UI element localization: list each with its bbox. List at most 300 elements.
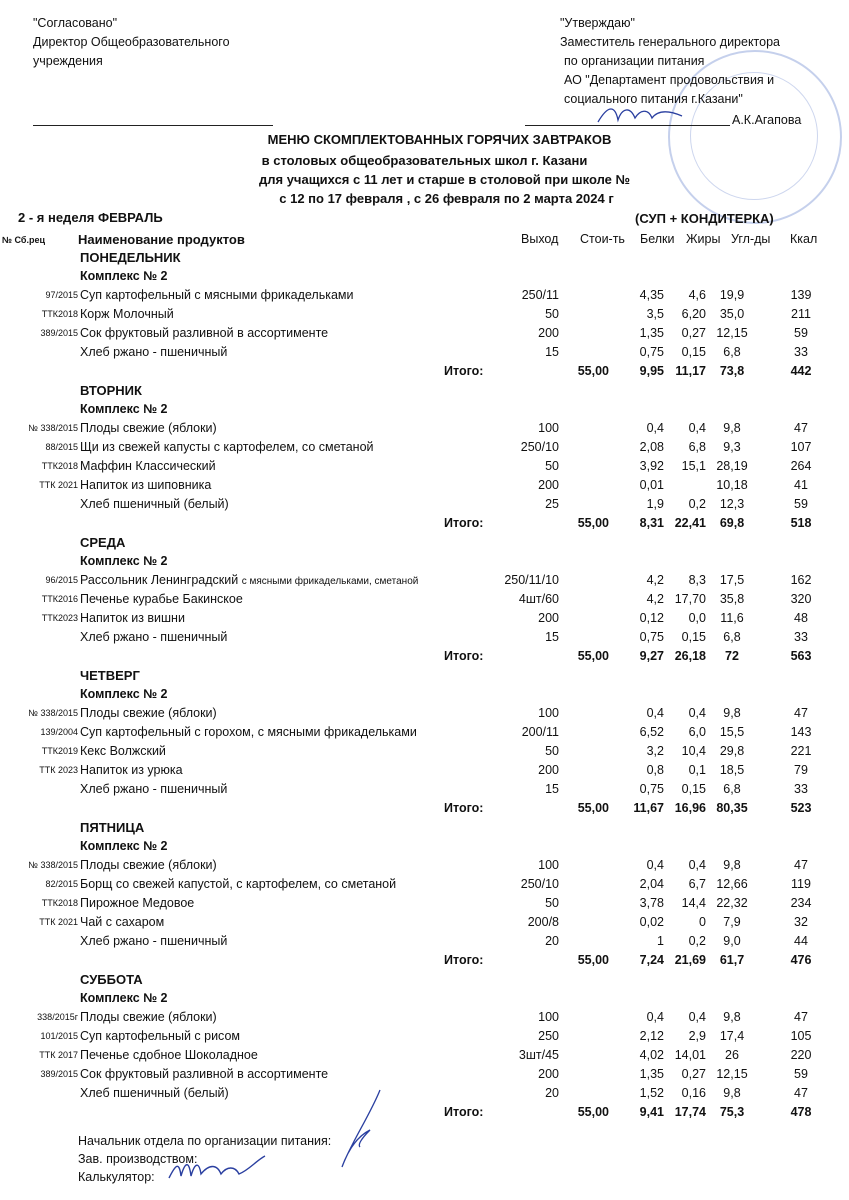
approved-label: "Утверждаю" bbox=[560, 16, 635, 30]
combo-label: (СУП + КОНДИТЕРКА) bbox=[635, 211, 774, 226]
dish-carbs: 9,8 bbox=[723, 706, 741, 720]
dish-name: Напиток из шиповника bbox=[80, 478, 212, 492]
dish-name: Напиток из урюка bbox=[80, 763, 183, 777]
dish-kcal: 320 bbox=[790, 592, 812, 606]
total-cost: 55,00 bbox=[577, 1105, 609, 1119]
dish-protein: 0,8 bbox=[646, 763, 664, 777]
total-carbs: 61,7 bbox=[719, 953, 745, 967]
dish-kcal: 33 bbox=[794, 630, 808, 644]
menu-item-row bbox=[0, 1027, 849, 1046]
day-title: ВТОРНИК bbox=[80, 383, 142, 398]
dish-fat: 14,01 bbox=[674, 1048, 706, 1062]
dish-protein: 3,78 bbox=[639, 896, 664, 910]
dish-fat: 8,3 bbox=[688, 573, 706, 587]
dish-kcal: 47 bbox=[794, 1010, 808, 1024]
dish-fat: 6,20 bbox=[681, 307, 706, 321]
column-header-carbs: Угл-ды bbox=[731, 232, 771, 246]
dish-protein: 2,12 bbox=[639, 1029, 664, 1043]
dish-fat: 0,15 bbox=[681, 782, 706, 796]
dish-name: Суп картофельный с горохом, с мясными фрикадельками bbox=[80, 725, 417, 739]
signature-calculator-icon bbox=[165, 1152, 275, 1182]
dish-fat: 0,4 bbox=[688, 706, 706, 720]
dish-protein: 4,2 bbox=[646, 592, 664, 606]
day-title: СУББОТА bbox=[80, 972, 143, 987]
day-title: ПЯТНИЦА bbox=[80, 820, 145, 835]
recipe-code: ТТК2018 bbox=[41, 461, 78, 471]
dish-kcal: 220 bbox=[790, 1048, 812, 1062]
complex-title: Комплекс № 2 bbox=[80, 991, 168, 1005]
dish-fat: 10,4 bbox=[681, 744, 706, 758]
total-cost: 55,00 bbox=[577, 953, 609, 967]
menu-item-row bbox=[0, 476, 849, 495]
dish-carbs: 6,8 bbox=[723, 782, 741, 796]
total-fat: 21,69 bbox=[674, 953, 706, 967]
menu-item-row bbox=[0, 324, 849, 343]
total-protein: 7,24 bbox=[639, 953, 664, 967]
menu-item-row bbox=[0, 438, 849, 457]
total-kcal: 478 bbox=[790, 1105, 812, 1119]
menu-item-row bbox=[0, 913, 849, 932]
dish-output: 15 bbox=[545, 782, 559, 796]
total-fat: 26,18 bbox=[674, 649, 706, 663]
dish-carbs: 35,0 bbox=[719, 307, 745, 321]
dish-output: 50 bbox=[545, 307, 559, 321]
menu-item-row bbox=[0, 761, 849, 780]
signature-approver-icon bbox=[590, 100, 690, 130]
menu-item-row bbox=[0, 932, 849, 951]
day-total-row bbox=[0, 1103, 849, 1122]
dish-carbs: 12,15 bbox=[716, 1067, 748, 1081]
dish-protein: 3,5 bbox=[646, 307, 664, 321]
column-header-cost: Стои-ть bbox=[580, 232, 625, 246]
dish-protein: 1,9 bbox=[646, 497, 664, 511]
complex-title: Комплекс № 2 bbox=[80, 839, 168, 853]
dish-protein: 1,35 bbox=[639, 326, 664, 340]
menu-item-row bbox=[0, 590, 849, 609]
total-protein: 9,95 bbox=[639, 364, 664, 378]
dish-fat: 4,6 bbox=[688, 288, 706, 302]
dish-output: 100 bbox=[538, 858, 559, 872]
menu-item-row bbox=[0, 343, 849, 362]
recipe-code: ТТК 2017 bbox=[39, 1050, 78, 1060]
dish-protein: 0,12 bbox=[639, 611, 664, 625]
complex-title: Комплекс № 2 bbox=[80, 402, 168, 416]
dish-carbs: 35,8 bbox=[719, 592, 745, 606]
dish-name: Борщ со свежей капустой, с картофелем, со сметаной bbox=[80, 877, 397, 891]
dish-name: Хлеб ржано - пшеничный bbox=[80, 345, 228, 359]
recipe-code: № 338/2015 bbox=[28, 423, 78, 433]
menu-item-row bbox=[0, 286, 849, 305]
dish-fat: 0,4 bbox=[688, 421, 706, 435]
menu-item-row bbox=[0, 875, 849, 894]
dish-carbs: 9,8 bbox=[723, 421, 741, 435]
total-carbs: 75,3 bbox=[719, 1105, 745, 1119]
total-label: Итого: bbox=[444, 364, 484, 378]
dish-name: Хлеб пшеничный (белый) bbox=[80, 497, 229, 511]
dish-fat: 6,8 bbox=[688, 440, 706, 454]
dish-kcal: 79 bbox=[794, 763, 808, 777]
complex-title: Комплекс № 2 bbox=[80, 687, 168, 701]
dish-protein: 0,75 bbox=[639, 782, 664, 796]
dish-carbs: 10,18 bbox=[716, 478, 748, 492]
total-fat: 16,96 bbox=[674, 801, 706, 815]
menu-item-row bbox=[0, 1008, 849, 1027]
dish-kcal: 44 bbox=[794, 934, 808, 948]
dish-fat: 6,7 bbox=[688, 877, 706, 891]
dish-name: Суп картофельный с рисом bbox=[80, 1029, 240, 1043]
dish-carbs: 22,32 bbox=[716, 896, 748, 910]
dish-kcal: 105 bbox=[790, 1029, 812, 1043]
dish-output: 200/11 bbox=[521, 725, 559, 739]
column-header-kcal: Ккал bbox=[790, 232, 818, 246]
dish-carbs: 18,5 bbox=[719, 763, 745, 777]
total-carbs: 69,8 bbox=[719, 516, 745, 530]
dish-protein: 1 bbox=[657, 934, 664, 948]
approved-position-line4: социального питания г.Казани" bbox=[564, 92, 743, 106]
total-cost: 55,00 bbox=[577, 364, 609, 378]
menu-item-row bbox=[0, 1065, 849, 1084]
dish-output: 100 bbox=[538, 1010, 559, 1024]
dish-output: 250/10 bbox=[520, 877, 559, 891]
dish-name: Сок фруктовый разливной в ассортименте bbox=[80, 326, 329, 340]
day-title: СРЕДА bbox=[80, 535, 126, 550]
dish-protein: 3,2 bbox=[646, 744, 664, 758]
dish-name bbox=[80, 571, 418, 591]
total-protein: 8,31 bbox=[639, 516, 664, 530]
recipe-code: № 338/2015 bbox=[28, 860, 78, 870]
signature-line-agreed bbox=[33, 125, 273, 126]
dish-name: Хлеб ржано - пшеничный bbox=[80, 782, 228, 796]
dish-fat: 6,0 bbox=[688, 725, 706, 739]
dish-carbs: 9,8 bbox=[723, 858, 741, 872]
dish-name: Хлеб ржано - пшеничный bbox=[80, 630, 228, 644]
dish-name: Печенье сдобное Шоколадное bbox=[80, 1048, 258, 1062]
dish-carbs: 9,8 bbox=[723, 1010, 741, 1024]
complex-title: Комплекс № 2 bbox=[80, 554, 168, 568]
dish-protein: 4,35 bbox=[639, 288, 664, 302]
dish-kcal: 139 bbox=[790, 288, 812, 302]
dish-carbs: 26 bbox=[725, 1048, 739, 1062]
dish-name: Чай с сахаром bbox=[80, 915, 165, 929]
dish-name: Сок фруктовый разливной в ассортименте bbox=[80, 1067, 329, 1081]
total-kcal: 518 bbox=[790, 516, 812, 530]
menu-item-row bbox=[0, 495, 849, 514]
dish-protein: 1,35 bbox=[639, 1067, 664, 1081]
recipe-code: 101/2015 bbox=[40, 1031, 78, 1041]
week-label: 2 - я неделя ФЕВРАЛЬ bbox=[18, 210, 163, 225]
dish-output: 20 bbox=[545, 1086, 559, 1100]
dish-fat: 14,4 bbox=[681, 896, 706, 910]
dish-kcal: 47 bbox=[794, 858, 808, 872]
total-protein: 9,41 bbox=[639, 1105, 664, 1119]
dish-kcal: 221 bbox=[790, 744, 812, 758]
dish-output: 100 bbox=[538, 706, 559, 720]
dish-name: Хлеб пшеничный (белый) bbox=[80, 1086, 229, 1100]
total-label: Итого: bbox=[444, 1105, 484, 1119]
dish-carbs: 17,5 bbox=[719, 573, 745, 587]
total-kcal: 523 bbox=[790, 801, 812, 815]
dish-fat: 0,1 bbox=[688, 763, 706, 777]
dish-fat: 15,1 bbox=[681, 459, 706, 473]
total-protein: 9,27 bbox=[639, 649, 664, 663]
dish-fat: 2,9 bbox=[688, 1029, 706, 1043]
dish-kcal: 47 bbox=[794, 421, 808, 435]
recipe-code: ТТК 2023 bbox=[39, 765, 78, 775]
dish-protein: 0,4 bbox=[646, 858, 664, 872]
dish-name: Щи из свежей капусты с картофелем, со сметаной bbox=[80, 440, 374, 454]
dish-kcal: 47 bbox=[794, 706, 808, 720]
day-title: ЧЕТВЕРГ bbox=[80, 668, 140, 683]
dish-output: 100 bbox=[538, 421, 559, 435]
dish-fat: 0,15 bbox=[681, 345, 706, 359]
dish-output: 3шт/45 bbox=[518, 1048, 559, 1062]
day-total-row bbox=[0, 951, 849, 970]
dish-name: Суп картофельный с мясными фрикадельками bbox=[80, 288, 354, 302]
dish-name: Плоды свежие (яблоки) bbox=[80, 421, 217, 435]
approval-block-agreed bbox=[33, 14, 230, 71]
dish-kcal: 143 bbox=[790, 725, 812, 739]
dish-protein: 3,92 bbox=[639, 459, 664, 473]
dish-carbs: 9,3 bbox=[723, 440, 741, 454]
dish-protein: 0,01 bbox=[639, 478, 664, 492]
dish-carbs: 12,3 bbox=[719, 497, 745, 511]
column-header-fat: Жиры bbox=[686, 232, 721, 246]
dish-carbs: 15,5 bbox=[719, 725, 745, 739]
dish-kcal: 59 bbox=[794, 326, 808, 340]
menu-item-row bbox=[0, 571, 849, 590]
document-subtitle-dates: с 12 по 17 февраля , с 26 февраля по 2 марта 2024 г bbox=[279, 191, 614, 206]
total-fat: 11,17 bbox=[675, 364, 706, 378]
menu-item-row bbox=[0, 856, 849, 875]
dish-protein: 0,4 bbox=[646, 706, 664, 720]
agreed-position-line1: Директор Общеобразовательного bbox=[33, 35, 230, 49]
total-kcal: 442 bbox=[790, 364, 812, 378]
dish-output: 250/11 bbox=[521, 288, 559, 302]
total-carbs: 72 bbox=[725, 649, 739, 663]
dish-fat: 0 bbox=[699, 915, 706, 929]
total-label: Итого: bbox=[444, 649, 484, 663]
total-kcal: 476 bbox=[790, 953, 812, 967]
dish-output: 20 bbox=[545, 934, 559, 948]
day-total-row bbox=[0, 362, 849, 381]
dish-name: Пирожное Медовое bbox=[80, 896, 195, 910]
dish-output: 200 bbox=[538, 763, 559, 777]
dish-kcal: 48 bbox=[794, 611, 808, 625]
dish-output: 200 bbox=[538, 1067, 559, 1081]
menu-item-row bbox=[0, 1084, 849, 1103]
total-protein: 11,67 bbox=[633, 801, 664, 815]
dish-output: 25 bbox=[545, 497, 559, 511]
dish-kcal: 33 bbox=[794, 782, 808, 796]
agreed-label: "Согласовано" bbox=[33, 16, 118, 30]
dish-kcal: 47 bbox=[794, 1086, 808, 1100]
menu-item-row bbox=[0, 780, 849, 799]
dish-name: Напиток из вишни bbox=[80, 611, 185, 625]
footer-calculator: Калькулятор: bbox=[78, 1170, 155, 1184]
approved-position-line2: по организации питания bbox=[564, 54, 705, 68]
signature-head-icon bbox=[330, 1085, 390, 1175]
dish-name-main: Рассольник Ленинградский bbox=[80, 573, 239, 587]
recipe-code: 97/2015 bbox=[45, 290, 78, 300]
approved-position-line3: АО "Департамент продовольствия и bbox=[564, 73, 775, 87]
dish-carbs: 6,8 bbox=[723, 345, 741, 359]
dish-fat: 17,70 bbox=[674, 592, 706, 606]
total-kcal: 563 bbox=[790, 649, 812, 663]
dish-name: Печенье курабье Бакинское bbox=[80, 592, 243, 606]
dish-name: Плоды свежие (яблоки) bbox=[80, 706, 217, 720]
dish-output: 50 bbox=[545, 744, 559, 758]
recipe-code: 389/2015 bbox=[40, 1069, 78, 1079]
menu-item-row bbox=[0, 704, 849, 723]
dish-fat: 0,4 bbox=[688, 1010, 706, 1024]
dish-carbs: 11,6 bbox=[720, 611, 744, 625]
recipe-code: 389/2015 bbox=[40, 328, 78, 338]
dish-name-detail: с мясными фрикадельками, сметаной bbox=[241, 576, 419, 587]
recipe-code: 338/2015г bbox=[37, 1012, 78, 1022]
day-total-row bbox=[0, 799, 849, 818]
dish-carbs: 7,9 bbox=[723, 915, 741, 929]
dish-carbs: 9,8 bbox=[723, 1086, 741, 1100]
total-carbs: 73,8 bbox=[719, 364, 745, 378]
column-header-code: № Сб.рец bbox=[2, 235, 46, 245]
dish-protein: 0,75 bbox=[639, 630, 664, 644]
dish-protein: 0,02 bbox=[639, 915, 664, 929]
dish-fat: 0,27 bbox=[681, 326, 706, 340]
dish-carbs: 28,19 bbox=[716, 459, 748, 473]
footer-head-of-nutrition: Начальник отдела по организации питания: bbox=[78, 1134, 332, 1148]
menu-item-row bbox=[0, 457, 849, 476]
dish-carbs: 6,8 bbox=[723, 630, 741, 644]
dish-output: 15 bbox=[545, 630, 559, 644]
total-label: Итого: bbox=[444, 953, 484, 967]
recipe-code: 139/2004 bbox=[40, 727, 78, 737]
dish-name: Кекс Волжский bbox=[80, 744, 166, 758]
recipe-code: ТТК 2021 bbox=[39, 917, 78, 927]
dish-output: 50 bbox=[545, 896, 559, 910]
recipe-code: 82/2015 bbox=[45, 879, 78, 889]
total-cost: 55,00 bbox=[577, 516, 609, 530]
column-header-name: Наименование продуктов bbox=[78, 232, 245, 247]
dish-output: 4шт/60 bbox=[518, 592, 559, 606]
dish-protein: 4,2 bbox=[646, 573, 664, 587]
dish-output: 50 bbox=[545, 459, 559, 473]
dish-kcal: 41 bbox=[794, 478, 808, 492]
dish-output: 250/10 bbox=[520, 440, 559, 454]
dish-protein: 2,04 bbox=[639, 877, 664, 891]
menu-item-row bbox=[0, 742, 849, 761]
dish-kcal: 32 bbox=[794, 915, 808, 929]
menu-days bbox=[0, 248, 849, 1122]
dish-output: 250/11/10 bbox=[504, 573, 559, 587]
recipe-code: ТТК2018 bbox=[41, 898, 78, 908]
document-subtitle-schools: в столовых общеобразовательных школ г. Казани bbox=[261, 153, 588, 168]
dish-protein: 0,4 bbox=[646, 1010, 664, 1024]
menu-item-row bbox=[0, 305, 849, 324]
total-fat: 22,41 bbox=[674, 516, 706, 530]
dish-carbs: 19,9 bbox=[719, 288, 745, 302]
dish-kcal: 211 bbox=[791, 307, 811, 321]
menu-item-row bbox=[0, 894, 849, 913]
total-label: Итого: bbox=[444, 516, 484, 530]
dish-protein: 2,08 bbox=[639, 440, 664, 454]
complex-title: Комплекс № 2 bbox=[80, 269, 168, 283]
dish-protein: 6,52 bbox=[639, 725, 664, 739]
dish-name: Плоды свежие (яблоки) bbox=[80, 1010, 217, 1024]
dish-kcal: 33 bbox=[794, 345, 808, 359]
column-header-protein: Белки bbox=[640, 232, 675, 246]
menu-item-row bbox=[0, 723, 849, 742]
dish-carbs: 17,4 bbox=[719, 1029, 745, 1043]
dish-kcal: 264 bbox=[790, 459, 812, 473]
day-total-row bbox=[0, 514, 849, 533]
menu-item-row bbox=[0, 419, 849, 438]
dish-output: 250 bbox=[538, 1029, 559, 1043]
dish-name: Плоды свежие (яблоки) bbox=[80, 858, 217, 872]
dish-fat: 0,2 bbox=[688, 497, 706, 511]
dish-fat: 0,27 bbox=[681, 1067, 706, 1081]
dish-protein: 1,52 bbox=[639, 1086, 664, 1100]
dish-kcal: 59 bbox=[794, 1067, 808, 1081]
approval-block-approved bbox=[560, 14, 780, 109]
total-cost: 55,00 bbox=[577, 649, 609, 663]
recipe-code: 88/2015 bbox=[45, 442, 78, 452]
dish-output: 200 bbox=[538, 478, 559, 492]
total-carbs: 80,35 bbox=[716, 801, 748, 815]
column-header-output: Выход bbox=[521, 232, 559, 246]
dish-output: 200 bbox=[538, 611, 559, 625]
menu-item-row bbox=[0, 1046, 849, 1065]
dish-carbs: 9,0 bbox=[723, 934, 741, 948]
dish-fat: 0,16 bbox=[681, 1086, 706, 1100]
dish-protein: 0,4 bbox=[646, 421, 664, 435]
recipe-code: ТТК2016 bbox=[41, 594, 78, 604]
footer-production-manager: Зав. производством: bbox=[78, 1152, 198, 1166]
day-total-row bbox=[0, 647, 849, 666]
recipe-code: ТТК2019 bbox=[41, 746, 78, 756]
total-label: Итого: bbox=[444, 801, 484, 815]
total-fat: 17,74 bbox=[674, 1105, 706, 1119]
dish-carbs: 29,8 bbox=[719, 744, 745, 758]
approver-name: А.К.Агапова bbox=[732, 113, 802, 127]
dish-kcal: 107 bbox=[790, 440, 812, 454]
dish-kcal: 162 bbox=[790, 573, 812, 587]
recipe-code: ТТК2023 bbox=[41, 613, 78, 623]
approved-position-line1: Заместитель генерального директора bbox=[560, 35, 781, 49]
menu-item-row bbox=[0, 609, 849, 628]
recipe-code: ТТК2018 bbox=[41, 309, 78, 319]
dish-output: 200/8 bbox=[527, 915, 559, 929]
dish-carbs: 12,15 bbox=[716, 326, 748, 340]
dish-fat: 0,0 bbox=[688, 611, 706, 625]
day-title: ПОНЕДЕЛЬНИК bbox=[80, 250, 181, 265]
dish-carbs: 12,66 bbox=[716, 877, 748, 891]
recipe-code: 96/2015 bbox=[45, 575, 78, 585]
dish-name: Корж Молочный bbox=[80, 307, 174, 321]
total-cost: 55,00 bbox=[577, 801, 609, 815]
dish-fat: 0,2 bbox=[688, 934, 706, 948]
dish-fat: 0,4 bbox=[688, 858, 706, 872]
recipe-code: № 338/2015 bbox=[28, 708, 78, 718]
dish-name: Хлеб ржано - пшеничный bbox=[80, 934, 228, 948]
dish-kcal: 234 bbox=[790, 896, 812, 910]
document-title: МЕНЮ СКОМПЛЕКТОВАННЫХ ГОРЯЧИХ ЗАВТРАКОВ bbox=[267, 132, 612, 147]
recipe-code: ТТК 2021 bbox=[39, 480, 78, 490]
dish-kcal: 59 bbox=[794, 497, 808, 511]
menu-item-row bbox=[0, 628, 849, 647]
agreed-position-line2: учреждения bbox=[33, 54, 103, 68]
dish-kcal: 119 bbox=[791, 877, 811, 891]
dish-name: Маффин Классический bbox=[80, 459, 216, 473]
